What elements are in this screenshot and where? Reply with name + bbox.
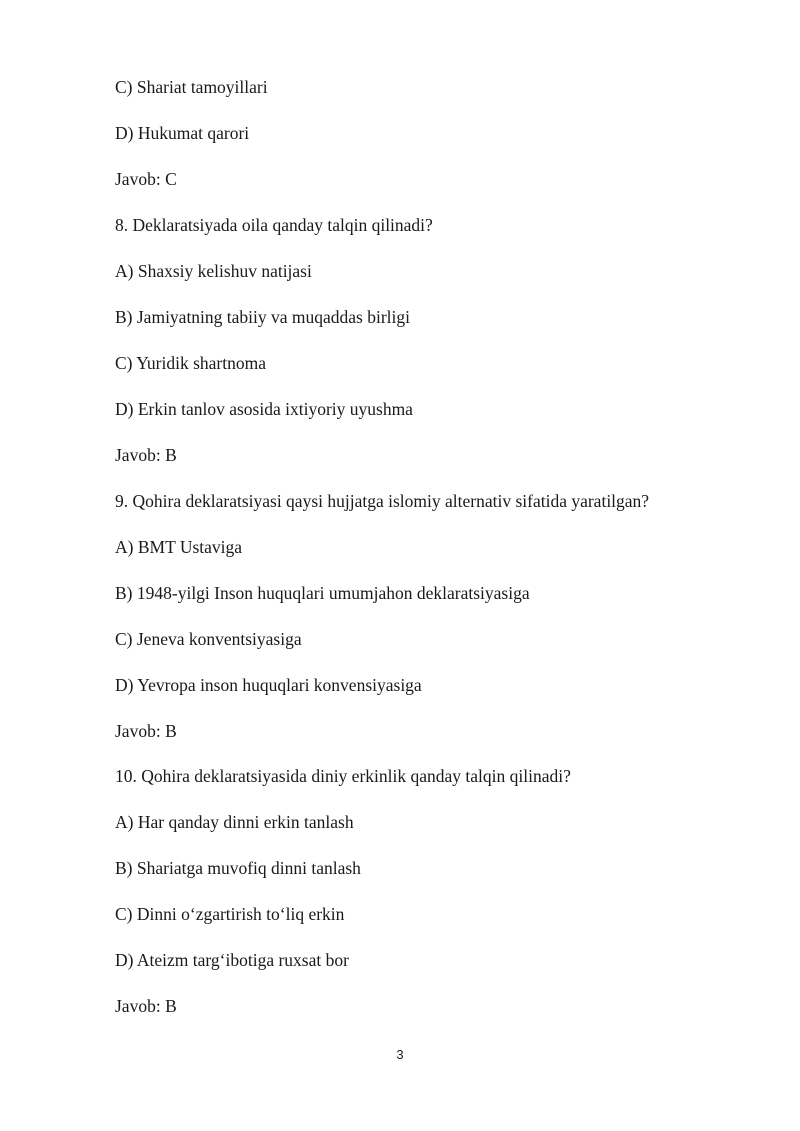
answer-q10: Javob: B <box>115 996 177 1016</box>
page-number: 3 <box>396 1047 404 1062</box>
option-c-q8: C) Yuridik shartnoma <box>115 353 266 373</box>
option-c-q9: C) Jeneva konventsiyasiga <box>115 629 302 649</box>
option-d-q7: D) Hukumat qarori <box>115 123 250 143</box>
option-a-q8: A) Shaxsiy kelishuv natijasi <box>115 261 312 281</box>
option-b-q8: B) Jamiyatning tabiiy va muqaddas birligi <box>115 307 411 327</box>
option-c-q10: C) Dinni o‘zgartirish to‘liq erkin <box>115 904 345 924</box>
option-d-q10: D) Ateizm targ‘ibotiga ruxsat bor <box>115 950 349 970</box>
option-a-q9: A) BMT Ustaviga <box>115 537 243 557</box>
answer-q8: Javob: B <box>115 445 177 465</box>
option-d-q9: D) Yevropa inson huquqlari konvensiyasiga <box>115 675 422 695</box>
option-d-q8: D) Erkin tanlov asosida ixtiyoriy uyushma <box>115 399 413 419</box>
answer-q7: Javob: C <box>115 169 177 189</box>
option-a-q10: A) Har qanday dinni erkin tanlash <box>115 812 354 832</box>
question-8: 8. Deklaratsiyada oila qanday talqin qilinadi? <box>115 215 433 235</box>
answer-q9: Javob: B <box>115 721 177 741</box>
option-b-q10: B) Shariatga muvofiq dinni tanlash <box>115 858 361 878</box>
option-b-q9: B) 1948-yilgi Inson huquqlari umumjahon deklaratsiyasiga <box>115 583 530 603</box>
question-10: 10. Qohira deklaratsiyasida diniy erkinlik qanday talqin qilinadi? <box>115 766 571 786</box>
question-9: 9. Qohira deklaratsiyasi qaysi hujjatga islomiy alternativ sifatida yaratilgan? <box>115 491 650 511</box>
option-c-q7: C) Shariat tamoyillari <box>115 77 268 97</box>
